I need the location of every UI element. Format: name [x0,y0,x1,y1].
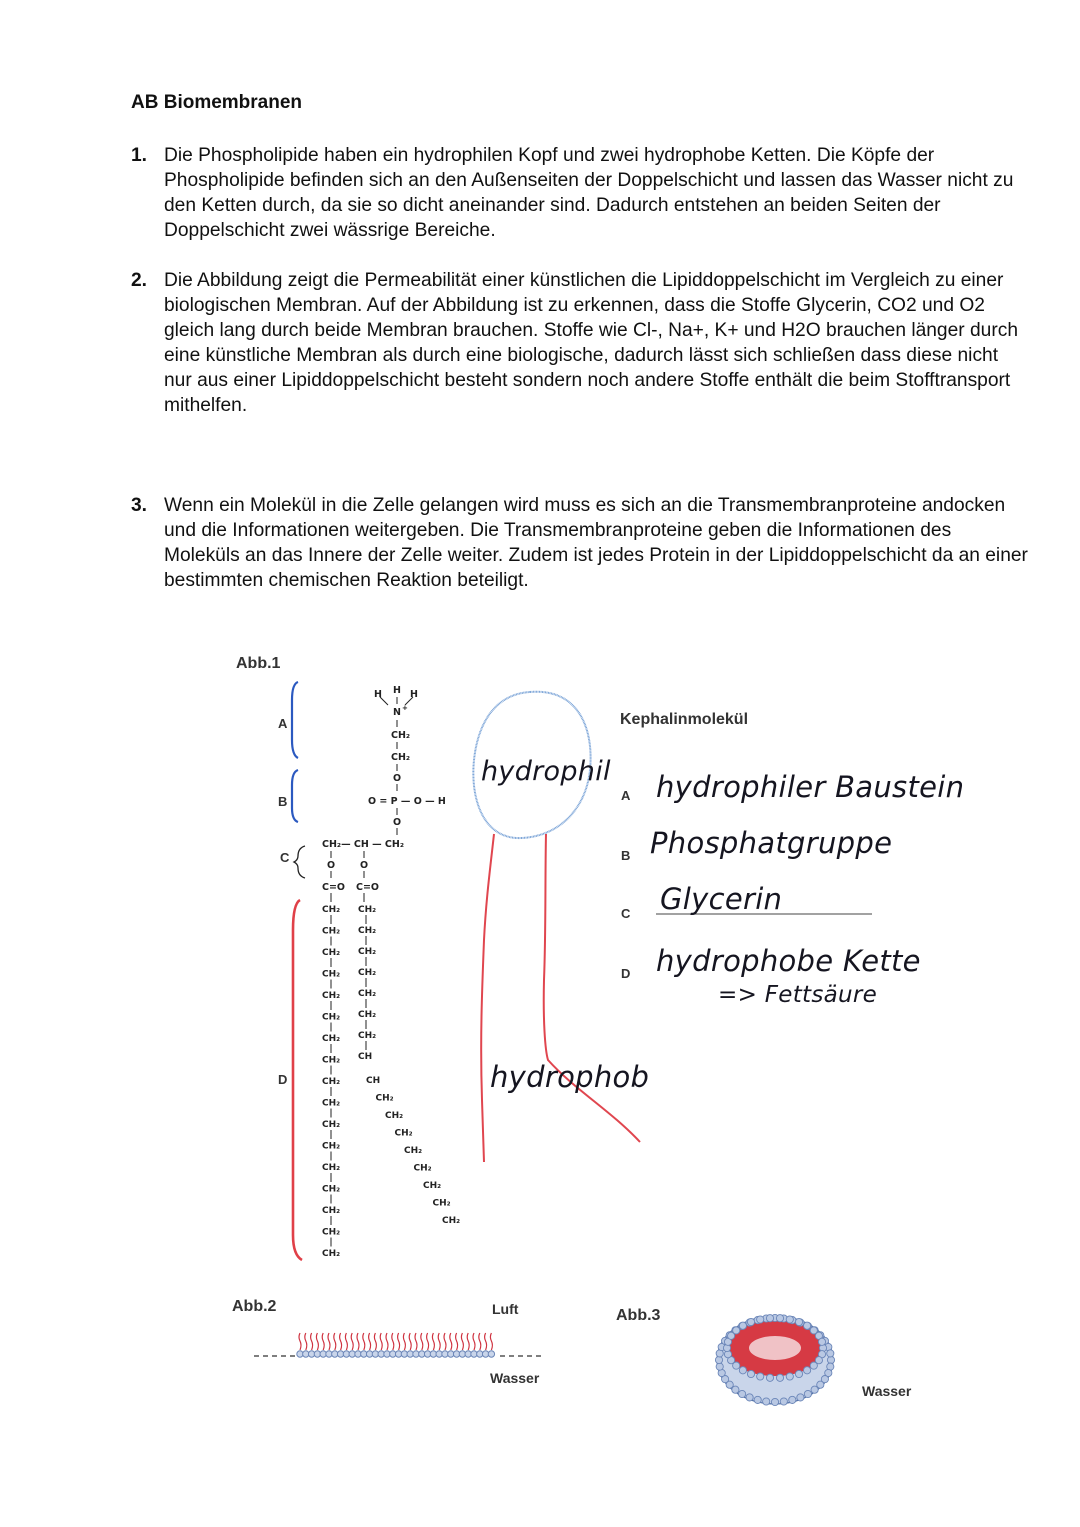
hand-label-hydrophob: hydrophob [490,1060,650,1094]
chain-unit: CH₂ [322,905,341,915]
segment-letter-a: A [278,716,288,731]
chain-unit: CH₂ [423,1181,442,1191]
key-letter-c: C [621,906,631,921]
chain-unit: CH₂ [322,926,341,937]
molecule-title: Kephalinmolekül [620,711,749,728]
micelle-head [827,1356,834,1363]
chain-unit: CH₂ [413,1163,432,1174]
svg-text:O: O [327,860,336,871]
chain-unit: CH₂ [358,1010,377,1020]
chain-unit: CH₂ [322,1163,341,1173]
micelle-head [746,1394,753,1401]
micelle-head [776,1315,783,1322]
micelle-head [804,1322,811,1329]
chain-unit: CH₂ [358,1031,377,1041]
micelle-head [810,1362,817,1369]
chain-unit: CH₂ [442,1216,461,1226]
answer-a: hydrophiler Baustein [656,770,965,804]
micelle-head [804,1367,811,1374]
micelle-head [766,1315,773,1322]
chain-unit: CH₂ [322,1098,341,1109]
micelle-head [786,1316,793,1323]
micelle-head [804,1390,811,1397]
micelle-head [811,1386,818,1393]
segment-letter-c: C [280,850,290,865]
svg-text:H: H [374,689,382,700]
item-number: 1. [131,145,148,166]
chain-unit: CH₂ [322,1077,341,1087]
answer-d-extra: => Fettsäure [718,982,878,1008]
micelle-head [757,1373,764,1380]
chain-unit: CH₂ [322,1141,341,1152]
micelle-head [739,1322,746,1329]
answer-b: Phosphatgruppe [650,826,893,860]
chain-unit: CH₂ [432,1198,451,1209]
chain-unit: CH₂ [322,948,341,958]
chain-unit: CH [358,1052,373,1062]
micelle-head [763,1398,770,1405]
item-text: Die Phospholipide haben ein hydrophilen Kopf und zwei hydrophobe Ketten. Die Köpfe der Phospholipide befinden sich an den Außenseiten der Doppelschicht und lassen das Wasser nicht zu den Ketten durch, da sie so dicht aneinander sind. Dadurch entstehen an beiden Seiten der Doppelschicht zwei wässrige Bereiche. [164,145,1014,241]
chain-unit: CH₂ [358,989,377,999]
figure2-label: Abb.2 [232,1298,277,1315]
chain-unit: CH₂ [322,1034,341,1044]
chain-unit: CH₂ [322,991,341,1001]
svg-text:O: O [393,773,402,784]
chain-unit: CH₂ [322,1012,341,1023]
item-number: 3. [131,495,148,516]
document-title: AB Biomembranen [131,92,303,113]
answer-d: hydrophobe Kette [656,944,921,978]
svg-text:C=O: C=O [322,882,346,893]
svg-text:+: + [402,704,408,712]
key-letter-a: A [621,788,631,803]
svg-text:H: H [393,685,401,696]
svg-text:H: H [410,689,418,700]
chain-unit: CH [366,1076,381,1086]
micelle-head [739,1367,746,1374]
micelle-head [818,1338,825,1345]
svg-text:CH₂— CH — CH₂: CH₂— CH — CH₂ [322,839,405,850]
svg-text:N: N [393,707,401,718]
chain-unit: CH₂ [358,947,377,957]
micelle-head [733,1327,740,1334]
micelle-head [747,1370,754,1377]
chain-unit: CH₂ [322,1055,341,1066]
micelle-head [757,1316,764,1323]
chain-unit: CH₂ [358,905,377,915]
figure2-water: Wasser [490,1370,540,1386]
micelle-head [754,1396,761,1403]
svg-text:O = P — O — H: O = P — O — H [368,796,446,807]
figure1-label: Abb.1 [236,655,281,672]
micelle-head [827,1350,834,1357]
micelle-head [715,1356,722,1363]
chain-unit: CH₂ [394,1128,413,1139]
chain-unit: CH₂ [358,968,377,978]
svg-text:C=O: C=O [356,882,380,893]
answer-c: Glycerin [660,882,783,916]
chain-unit: CH₂ [385,1111,404,1121]
chain-unit: CH₂ [404,1146,423,1156]
micelle-head [789,1396,796,1403]
item-text: Die Abbildung zeigt die Permeabilität einer künstlichen die Lipiddoppelschicht im Vergleich zu einer biologischen Membran. Auf der Abbildung ist zu erkennen, dass die Stoffe Glycerin, CO2 und O2 gleich lang durch beide Membran brauchen. Stoffe wie Cl-, Na+, K+ und H2O brauchen länger durch eine künstliche Membran als durch eine biologische, dadurch lässt sich schließen dass diese nicht nur aus einer Lipiddoppelschicht besteht sondern noch andere Stoffe enthält die beim Stofftransport mithelfen. [164,270,1018,416]
svg-text:CH₂: CH₂ [391,752,411,763]
key-letter-d: D [621,966,631,981]
micelle-head [780,1398,787,1405]
hand-label-hydrophil: hydrophil [481,756,611,787]
figure3-label: Abb.3 [616,1307,661,1324]
micelle-head [771,1398,778,1405]
micelle-head [797,1394,804,1401]
chain-unit: CH₂ [375,1093,394,1104]
chain-unit: CH₂ [322,969,341,980]
item-text: Wenn ein Molekül in die Zelle gelangen wird muss es sich an die Transmembranproteine andocken und die Informationen weitergeben. Die Transmembranproteine geben die Informationen des Moleküls an das Innere der Zelle weiter. Zudem ist jedes Protein in der Lipiddoppelschicht da an einer bestimmten chemischen Reaktion beteiligt. [164,495,1028,591]
svg-text:O: O [360,860,369,871]
chain-unit: CH₂ [322,1227,341,1238]
micelle-head [747,1318,754,1325]
figure3-water: Wasser [862,1383,912,1399]
micelle-head [739,1390,746,1397]
svg-text:O: O [393,817,402,828]
chain-unit: CH₂ [322,1249,341,1259]
micelle-head [716,1363,723,1370]
micelle-head [795,1370,802,1377]
key-letter-b: B [621,848,631,863]
segment-letter-b: B [278,794,288,809]
chain-unit: CH₂ [358,926,377,936]
micelle-head [766,1374,773,1381]
svg-text:CH₂: CH₂ [391,730,411,741]
chain-unit: CH₂ [322,1206,341,1216]
micelle-head [786,1373,793,1380]
chain-unit: CH₂ [322,1120,341,1130]
figure2-air: Luft [492,1301,519,1317]
micelle-head [776,1374,783,1381]
micelle-head [795,1318,802,1325]
item-number: 2. [131,270,148,291]
chain-unit: CH₂ [322,1184,341,1195]
segment-letter-d: D [278,1072,288,1087]
